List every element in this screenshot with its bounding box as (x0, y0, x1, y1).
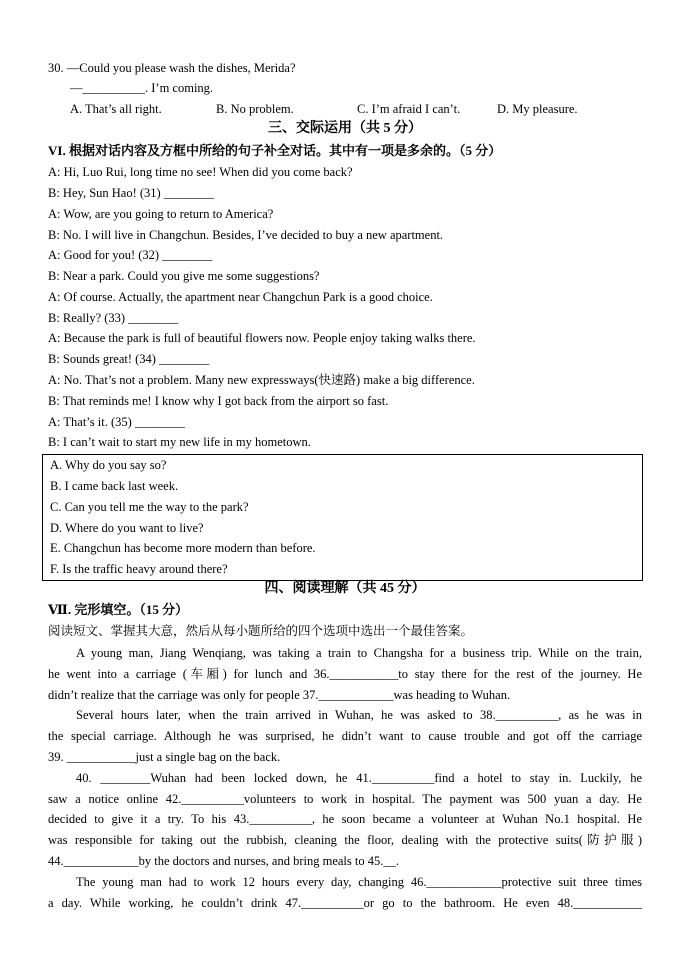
passage-line: didn’t realize that the carriage was only for people 37.____________was heading to Wuhan. (48, 688, 511, 702)
section4-title: 四、阅读理解（共 45 分） (264, 581, 426, 596)
box-option-c: C. Can you tell me the way to the park? (50, 500, 249, 514)
dialogue-line: B: I can’t wait to start my new life in my hometown. (48, 435, 311, 449)
dialogue-line: A: Wow, are you going to return to America? (48, 207, 274, 221)
dialogue-line: B: No. I will live in Changchun. Besides, I’ve decided to buy a new apartment. (48, 228, 444, 242)
dialogue-line: B: Sounds great! (34) ________ (48, 352, 210, 366)
passage-line: The young man had to work 12 hours every day, changing 46.____________protective suit three times (76, 875, 642, 889)
q30-option-b: B. No problem. (216, 102, 294, 116)
passage-line: was responsible for taking out the rubbish, cleaning the floor, dealing with the protective suits(防护服) (48, 833, 642, 847)
q30-option-d: D. My pleasure. (497, 102, 578, 116)
q30-stem: 30. —Could you please wash the dishes, Merida? (48, 61, 296, 75)
dialogue-line: A: That’s it. (35) ________ (48, 415, 185, 429)
passage-line: decided to give it a try. To his 43.__________, he soon became a volunteer at Wuhan No.1 hospital. He (48, 812, 642, 826)
box-option-b: B. I came back last week. (50, 479, 179, 493)
passage-line: A young man, Jiang Wenqiang, was taking a train to Changsha for a business trip. While on the train, (76, 646, 642, 660)
dialogue-line: A: Of course. Actually, the apartment near Changchun Park is a good choice. (48, 290, 433, 304)
section4-subtitle: Ⅶ. 完形填空。（15 分） (48, 602, 189, 617)
dialogue-line: B: Really? (33) ________ (48, 311, 179, 325)
section4-instruction: 阅读短文、掌握其大意，然后从每小题所给的四个选项中选出一个最佳答案。 (48, 624, 474, 638)
dialogue-line: B: Hey, Sun Hao! (31) ________ (48, 186, 214, 200)
box-option-e: E. Changchun has become more modern than before. (50, 541, 316, 555)
passage-line: he went into a carriage (车厢) for lunch and 36.___________to stay there for the rest of the journey. He (48, 667, 642, 681)
q30-option-c: C. I’m afraid I can’t. (357, 102, 461, 116)
box-option-a: A. Why do you say so? (50, 458, 167, 472)
options-box (42, 454, 643, 581)
section3-title: 三、交际运用（共 5 分） (268, 121, 422, 136)
q30-option-a: A. That’s all right. (70, 102, 162, 116)
passage-line: a day. While working, he couldn’t drink 47.__________or go to the bathroom. He even 48.___________ (48, 896, 642, 910)
dialogue-line: A: Hi, Luo Rui, long time no see! When did you come back? (48, 165, 353, 179)
dialogue-line: A: Because the park is full of beautiful flowers now. People enjoy taking walks there. (48, 331, 476, 345)
passage-line: 39. ___________just a single bag on the back. (48, 750, 281, 764)
passage-line: 44.____________by the doctors and nurses, and bring meals to 45.__. (48, 854, 399, 868)
passage-line: 40. ________Wuhan had been locked down, he 41.__________find a hotel to stay in. Luckily, he (76, 771, 642, 785)
dialogue-line: B: That reminds me! I know why I got back from the airport so fast. (48, 394, 389, 408)
dialogue-line: B: Near a park. Could you give me some suggestions? (48, 269, 320, 283)
passage-line: the special carriage. Although he was surprised, he didn’t want to cause trouble and got off the carriage (48, 729, 642, 743)
dialogue-line: A: No. That’s not a problem. Many new expressways(快速路) make a big difference. (48, 373, 475, 387)
box-option-d: D. Where do you want to live? (50, 521, 204, 535)
dialogue-line: A: Good for you! (32) ________ (48, 248, 213, 262)
section3-instruction: VI. 根据对话内容及方框中所给的句子补全对话。其中有一项是多余的。（5 分） (48, 143, 502, 158)
passage-line: saw a notice online 42.__________volunteers to work in hospital. The payment was 500 yuan a day. He (48, 792, 642, 806)
q30-reply: —__________. I’m coming. (70, 81, 214, 95)
passage-line: Several hours later, when the train arrived in Wuhan, he was asked to 38.__________, as he was in (76, 708, 642, 722)
box-option-f: F. Is the traffic heavy around there? (50, 562, 228, 576)
